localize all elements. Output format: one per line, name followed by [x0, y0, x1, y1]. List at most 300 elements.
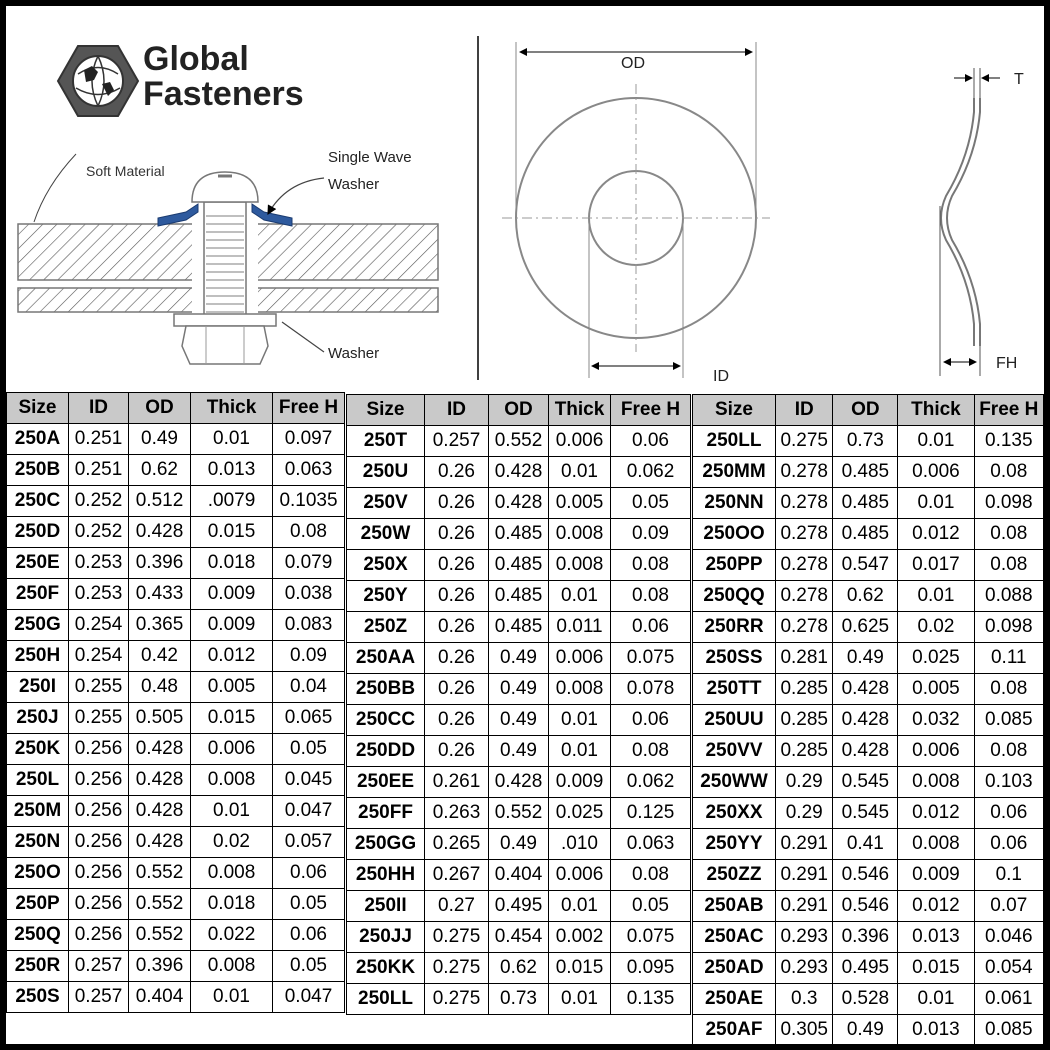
cell-id: 0.26	[425, 674, 489, 705]
cell-size: 250UU	[693, 705, 776, 736]
cell-od: 0.485	[489, 519, 549, 550]
cell-size: 250AC	[693, 922, 776, 953]
cell-od: 0.428	[129, 517, 191, 548]
table-row	[693, 984, 1044, 1015]
cell-id: 0.257	[69, 951, 129, 982]
cell-free-h: 0.083	[273, 610, 345, 641]
cell-thick: 0.012	[191, 641, 273, 672]
table-row	[693, 829, 1044, 860]
table-row	[7, 641, 345, 672]
table-row	[693, 674, 1044, 705]
table-row	[347, 829, 691, 860]
cell-od: 0.396	[129, 548, 191, 579]
spec-table-1-wrap	[6, 392, 345, 1013]
table-row	[693, 1015, 1044, 1045]
col-header-thick: Thick	[549, 395, 611, 426]
cell-od: 0.428	[129, 796, 191, 827]
cell-free-h: 0.085	[974, 1015, 1043, 1045]
cell-size: 250O	[7, 858, 69, 889]
cell-size: 250OO	[693, 519, 776, 550]
cell-thick: 0.009	[549, 767, 611, 798]
cell-id: 0.278	[776, 519, 833, 550]
cell-thick: 0.006	[549, 643, 611, 674]
cell-od: 0.552	[129, 889, 191, 920]
cell-id: 0.256	[69, 858, 129, 889]
cell-size: 250Z	[347, 612, 425, 643]
cell-thick: 0.025	[549, 798, 611, 829]
assembly-diagram	[18, 149, 438, 364]
cell-size: 250SS	[693, 643, 776, 674]
cell-thick: 0.01	[549, 891, 611, 922]
table-row	[347, 860, 691, 891]
header-row	[7, 393, 345, 424]
cell-free-h: 0.063	[611, 829, 691, 860]
cell-od: 0.49	[489, 705, 549, 736]
washer-top-view	[502, 42, 770, 385]
cell-size: 250TT	[693, 674, 776, 705]
cell-id: 0.252	[69, 486, 129, 517]
cell-id: 0.278	[776, 550, 833, 581]
cell-od: 0.495	[833, 953, 898, 984]
cell-od: 0.528	[833, 984, 898, 1015]
cell-thick: 0.008	[898, 829, 974, 860]
brand-line2: Fasteners	[143, 75, 304, 113]
cell-free-h: 0.06	[974, 829, 1043, 860]
cell-od: 0.41	[833, 829, 898, 860]
cell-id: 0.278	[776, 457, 833, 488]
cell-thick: 0.002	[549, 922, 611, 953]
cell-free-h: 0.07	[974, 891, 1043, 922]
cell-free-h: 0.06	[974, 798, 1043, 829]
cell-size: 250U	[347, 457, 425, 488]
cell-free-h: 0.06	[611, 426, 691, 457]
cell-free-h: 0.038	[273, 579, 345, 610]
cell-free-h: 0.061	[974, 984, 1043, 1015]
cell-free-h: 0.088	[974, 581, 1043, 612]
table-row	[7, 455, 345, 486]
cell-id: 0.252	[69, 517, 129, 548]
cell-free-h: 0.057	[273, 827, 345, 858]
table-row	[693, 581, 1044, 612]
cell-od: 0.545	[833, 767, 898, 798]
table-row	[347, 550, 691, 581]
cell-id: 0.251	[69, 424, 129, 455]
cell-id: 0.256	[69, 734, 129, 765]
cell-free-h: 0.135	[974, 426, 1043, 457]
cell-id: 0.281	[776, 643, 833, 674]
cell-size: 250H	[7, 641, 69, 672]
cell-od: 0.73	[833, 426, 898, 457]
cell-od: 0.512	[129, 486, 191, 517]
cell-od: 0.428	[833, 674, 898, 705]
cell-thick: 0.01	[898, 488, 974, 519]
cell-od: 0.547	[833, 550, 898, 581]
cell-thick: 0.008	[549, 674, 611, 705]
cell-free-h: 0.08	[974, 550, 1043, 581]
cell-free-h: 0.08	[974, 736, 1043, 767]
spec-table-2-wrap	[346, 394, 691, 1015]
cell-od: 0.49	[489, 829, 549, 860]
cell-id: 0.278	[776, 488, 833, 519]
cell-free-h: 0.08	[611, 550, 691, 581]
spec-sheet	[6, 6, 1044, 1044]
cell-id: 0.256	[69, 796, 129, 827]
col-header-id: ID	[776, 395, 833, 426]
table-row	[7, 982, 345, 1013]
cell-free-h: 0.08	[974, 674, 1043, 705]
cell-size: 250KK	[347, 953, 425, 984]
cell-id: 0.256	[69, 889, 129, 920]
table-row	[693, 860, 1044, 891]
cell-thick: 0.01	[191, 982, 273, 1013]
cell-id: 0.285	[776, 705, 833, 736]
cell-id: 0.255	[69, 672, 129, 703]
table-row	[347, 984, 691, 1015]
cell-thick: 0.008	[898, 767, 974, 798]
cell-od: 0.396	[129, 951, 191, 982]
cell-thick: 0.01	[549, 984, 611, 1015]
cell-od: 0.428	[833, 736, 898, 767]
cell-thick: 0.008	[549, 519, 611, 550]
cell-size: 250W	[347, 519, 425, 550]
cell-size: 250AD	[693, 953, 776, 984]
cell-thick: 0.013	[191, 455, 273, 486]
cell-thick: 0.015	[191, 517, 273, 548]
table-row	[347, 612, 691, 643]
table-row	[693, 891, 1044, 922]
col-header-size: Size	[7, 393, 69, 424]
cell-thick: 0.012	[898, 798, 974, 829]
table-row	[693, 767, 1044, 798]
table-row	[693, 643, 1044, 674]
table-row	[693, 705, 1044, 736]
cell-od: 0.546	[833, 891, 898, 922]
cell-free-h: 0.08	[974, 519, 1043, 550]
cell-size: 250WW	[693, 767, 776, 798]
table-row	[7, 951, 345, 982]
cell-id: 0.275	[425, 984, 489, 1015]
cell-id: 0.278	[776, 612, 833, 643]
cell-free-h: 0.079	[273, 548, 345, 579]
cell-od: 0.62	[489, 953, 549, 984]
col-header-thick: Thick	[191, 393, 273, 424]
cell-id: 0.254	[69, 641, 129, 672]
cell-id: 0.255	[69, 703, 129, 734]
cell-free-h: 0.08	[611, 736, 691, 767]
cell-thick: 0.032	[898, 705, 974, 736]
cell-size: 250PP	[693, 550, 776, 581]
cell-id: 0.285	[776, 674, 833, 705]
cell-od: 0.552	[489, 426, 549, 457]
cell-free-h: 0.08	[974, 457, 1043, 488]
cell-free-h: 0.047	[273, 796, 345, 827]
cell-size: 250T	[347, 426, 425, 457]
cell-size: 250QQ	[693, 581, 776, 612]
header-diagrams	[6, 6, 1044, 390]
cell-free-h: 0.09	[611, 519, 691, 550]
id-label: ID	[713, 368, 729, 385]
cell-free-h: 0.046	[974, 922, 1043, 953]
cell-free-h: 0.11	[974, 643, 1043, 674]
cell-free-h: 0.075	[611, 643, 691, 674]
cell-thick: 0.005	[549, 488, 611, 519]
cell-thick: 0.013	[898, 1015, 974, 1045]
col-header-size: Size	[693, 395, 776, 426]
cell-id: 0.27	[425, 891, 489, 922]
cell-free-h: 0.098	[974, 612, 1043, 643]
cell-od: 0.49	[833, 643, 898, 674]
cell-free-h: 0.08	[611, 581, 691, 612]
cell-od: 0.505	[129, 703, 191, 734]
cell-thick: 0.018	[191, 889, 273, 920]
col-header-size: Size	[347, 395, 425, 426]
cell-id: 0.29	[776, 767, 833, 798]
cell-id: 0.275	[425, 953, 489, 984]
table-row	[693, 798, 1044, 829]
col-header-free-h: Free H	[974, 395, 1043, 426]
cell-thick: 0.006	[898, 736, 974, 767]
cell-size: 250X	[347, 550, 425, 581]
cell-free-h: 0.075	[611, 922, 691, 953]
table-row	[347, 922, 691, 953]
cell-free-h: 0.06	[273, 920, 345, 951]
cell-size: 250NN	[693, 488, 776, 519]
cell-size: 250I	[7, 672, 69, 703]
table-row	[693, 550, 1044, 581]
cell-thick: 0.012	[898, 891, 974, 922]
cell-size: 250EE	[347, 767, 425, 798]
cell-od: 0.552	[129, 920, 191, 951]
soft-material-label: Soft Material	[86, 163, 165, 179]
table-row	[7, 486, 345, 517]
cell-thick: 0.01	[898, 426, 974, 457]
cell-thick: 0.013	[898, 922, 974, 953]
cell-free-h: 0.1	[974, 860, 1043, 891]
cell-thick: 0.006	[549, 860, 611, 891]
table-row	[7, 889, 345, 920]
cell-thick: 0.01	[549, 705, 611, 736]
cell-od: 0.428	[129, 827, 191, 858]
fh-label: FH	[996, 355, 1018, 372]
cell-id: 0.267	[425, 860, 489, 891]
cell-free-h: 0.09	[273, 641, 345, 672]
cell-free-h: 0.1035	[273, 486, 345, 517]
table-row	[347, 426, 691, 457]
cell-free-h: 0.054	[974, 953, 1043, 984]
cell-thick: 0.025	[898, 643, 974, 674]
table-row	[347, 736, 691, 767]
table-row	[693, 953, 1044, 984]
cell-thick: 0.01	[191, 796, 273, 827]
brand-line1: Global	[143, 40, 249, 78]
cell-free-h: 0.095	[611, 953, 691, 984]
cell-od: 0.48	[129, 672, 191, 703]
cell-free-h: 0.05	[611, 488, 691, 519]
cell-id: 0.26	[425, 705, 489, 736]
cell-size: 250N	[7, 827, 69, 858]
cell-od: 0.485	[833, 519, 898, 550]
cell-thick: 0.02	[191, 827, 273, 858]
cell-od: 0.404	[129, 982, 191, 1013]
table-row	[7, 827, 345, 858]
cell-free-h: 0.05	[273, 734, 345, 765]
cell-free-h: 0.06	[611, 705, 691, 736]
cell-size: 250LL	[347, 984, 425, 1015]
cell-od: 0.454	[489, 922, 549, 953]
cell-id: 0.253	[69, 548, 129, 579]
cell-size: 250AE	[693, 984, 776, 1015]
cell-thick: 0.01	[549, 581, 611, 612]
table-row	[347, 705, 691, 736]
cell-size: 250Q	[7, 920, 69, 951]
cell-od: 0.485	[489, 581, 549, 612]
cell-id: 0.265	[425, 829, 489, 860]
cell-free-h: 0.135	[611, 984, 691, 1015]
cell-id: 0.256	[69, 765, 129, 796]
col-header-od: OD	[833, 395, 898, 426]
cell-size: 250L	[7, 765, 69, 796]
cell-size: 250JJ	[347, 922, 425, 953]
cell-od: 0.428	[489, 767, 549, 798]
table-row	[347, 457, 691, 488]
cell-od: 0.49	[489, 674, 549, 705]
cell-size: 250C	[7, 486, 69, 517]
cell-thick: .0079	[191, 486, 273, 517]
cell-od: 0.552	[129, 858, 191, 889]
table-row	[693, 426, 1044, 457]
brand-logo	[58, 40, 304, 116]
cell-size: 250R	[7, 951, 69, 982]
table-row	[693, 488, 1044, 519]
cell-od: 0.49	[833, 1015, 898, 1045]
cell-free-h: 0.08	[611, 860, 691, 891]
cell-size: 250AA	[347, 643, 425, 674]
cell-id: 0.26	[425, 581, 489, 612]
cell-thick: 0.009	[191, 579, 273, 610]
table-row	[693, 612, 1044, 643]
cell-od: 0.73	[489, 984, 549, 1015]
cell-thick: 0.01	[549, 736, 611, 767]
table-row	[347, 488, 691, 519]
table-row	[693, 519, 1044, 550]
cell-id: 0.26	[425, 550, 489, 581]
cell-id: 0.26	[425, 736, 489, 767]
cell-thick: 0.006	[898, 457, 974, 488]
cell-thick: 0.015	[549, 953, 611, 984]
cell-thick: 0.009	[191, 610, 273, 641]
col-header-od: OD	[129, 393, 191, 424]
cell-size: 250GG	[347, 829, 425, 860]
cell-size: 250G	[7, 610, 69, 641]
table-row	[347, 674, 691, 705]
cell-od: 0.485	[489, 612, 549, 643]
cell-od: 0.42	[129, 641, 191, 672]
cell-free-h: 0.103	[974, 767, 1043, 798]
cell-id: 0.305	[776, 1015, 833, 1045]
cell-od: 0.485	[833, 488, 898, 519]
table-row	[7, 424, 345, 455]
table-row	[7, 920, 345, 951]
cell-od: 0.428	[129, 734, 191, 765]
cell-id: 0.26	[425, 643, 489, 674]
cell-size: 250Y	[347, 581, 425, 612]
cell-od: 0.428	[129, 765, 191, 796]
col-header-free-h: Free H	[273, 393, 345, 424]
cell-od: 0.49	[129, 424, 191, 455]
cell-id: 0.293	[776, 922, 833, 953]
header-row	[693, 395, 1044, 426]
cell-id: 0.26	[425, 457, 489, 488]
table-row	[7, 703, 345, 734]
cell-id: 0.26	[425, 488, 489, 519]
cell-size: 250LL	[693, 426, 776, 457]
cell-size: 250YY	[693, 829, 776, 860]
cell-thick: 0.008	[191, 765, 273, 796]
cell-free-h: 0.062	[611, 457, 691, 488]
washer-label: Washer	[328, 345, 380, 362]
table-row	[7, 548, 345, 579]
header-row	[347, 395, 691, 426]
table-row	[347, 798, 691, 829]
table-row	[7, 672, 345, 703]
table-row	[7, 765, 345, 796]
table-row	[7, 858, 345, 889]
cell-id: 0.256	[69, 920, 129, 951]
cell-free-h: 0.045	[273, 765, 345, 796]
cell-thick: .010	[549, 829, 611, 860]
washer-side-view	[940, 68, 1024, 376]
table-row	[347, 519, 691, 550]
cell-id: 0.253	[69, 579, 129, 610]
cell-id: 0.261	[425, 767, 489, 798]
spec-table-3-wrap	[692, 394, 1044, 1044]
cell-size: 250VV	[693, 736, 776, 767]
cell-free-h: 0.065	[273, 703, 345, 734]
table-row	[347, 767, 691, 798]
cell-od: 0.62	[833, 581, 898, 612]
cell-thick: 0.006	[191, 734, 273, 765]
cell-thick: 0.02	[898, 612, 974, 643]
table-row	[7, 734, 345, 765]
cell-free-h: 0.047	[273, 982, 345, 1013]
cell-thick: 0.01	[191, 424, 273, 455]
col-header-free-h: Free H	[611, 395, 691, 426]
cell-size: 250DD	[347, 736, 425, 767]
cell-od: 0.49	[489, 643, 549, 674]
cell-od: 0.546	[833, 860, 898, 891]
cell-thick: 0.015	[191, 703, 273, 734]
cell-free-h: 0.05	[273, 951, 345, 982]
cell-size: 250S	[7, 982, 69, 1013]
col-header-thick: Thick	[898, 395, 974, 426]
table-row	[7, 579, 345, 610]
cell-thick: 0.018	[191, 548, 273, 579]
cell-size: 250XX	[693, 798, 776, 829]
table-row	[347, 581, 691, 612]
cell-thick: 0.012	[898, 519, 974, 550]
cell-size: 250BB	[347, 674, 425, 705]
cell-id: 0.293	[776, 953, 833, 984]
table-row	[693, 922, 1044, 953]
spec-table-2	[346, 394, 691, 1015]
cell-od: 0.404	[489, 860, 549, 891]
cell-free-h: 0.062	[611, 767, 691, 798]
cell-od: 0.62	[129, 455, 191, 486]
cell-id: 0.251	[69, 455, 129, 486]
spec-table-1	[6, 392, 345, 1013]
cell-od: 0.365	[129, 610, 191, 641]
cell-thick: 0.008	[191, 858, 273, 889]
